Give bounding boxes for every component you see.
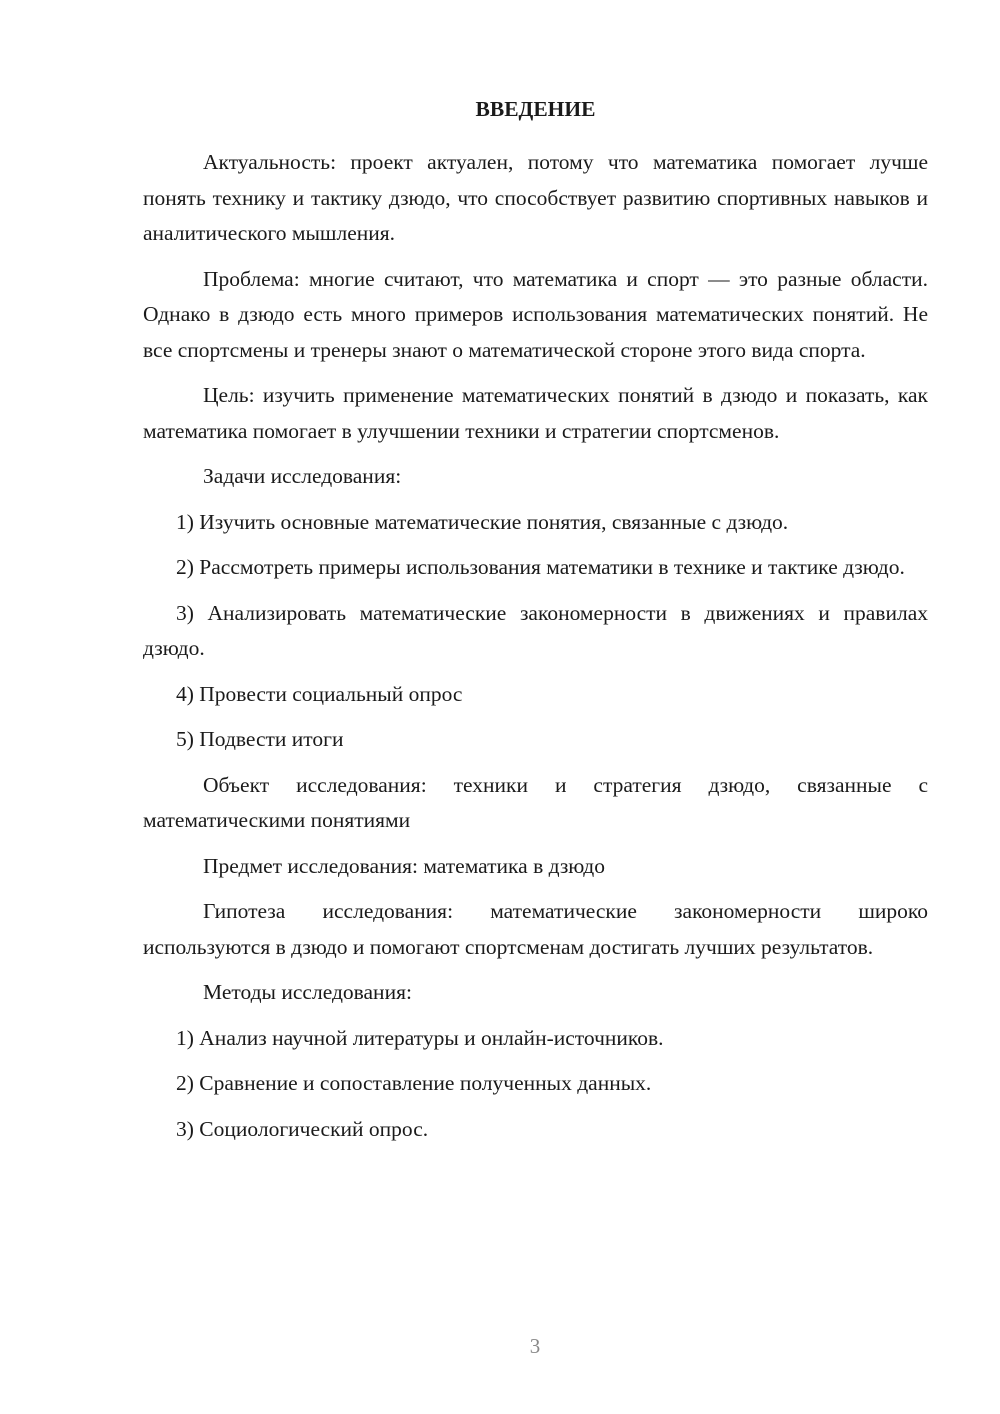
relevance-paragraph: Актуальность: проект актуален, потому что математика помогает лучше понять технику и тактику дзюдо, что способствует развитию спортивных навыков и аналитического мышления. (143, 150, 928, 245)
task-item-3: 3) Анализировать математические закономерности в движениях и правилах дзюдо. (143, 600, 928, 660)
method-item-1: 1) Анализ научной литературы и онлайн-источников. (176, 1025, 664, 1050)
subject-paragraph: Предмет исследования: математика в дзюдо (203, 853, 605, 878)
section-title: ВВЕДЕНИЕ (475, 97, 596, 121)
tasks-heading: Задачи исследования: (203, 464, 402, 488)
method-item-3: 3) Социологический опрос. (176, 1116, 429, 1141)
problem-paragraph: Проблема: многие считают, что математика и спорт — это разные области. Однако в дзюдо есть много примеров использования математических понятий. Не все спортсмены и тренеры знают о математической стороне этого вида спорта. (143, 266, 928, 362)
goal-paragraph: Цель: изучить применение математических понятий в дзюдо и показать, как математика помогает в улучшении техники и стратегии спортсменов. (143, 383, 928, 443)
task-item-4: 4) Провести социальный опрос (176, 681, 463, 706)
object-paragraph: Объект исследования: техники и стратегия дзюдо, связанные с математическими понятиями (143, 772, 928, 832)
task-item-2: 2) Рассмотреть примеры использования математики в технике и тактике дзюдо. (176, 555, 905, 579)
methods-heading: Методы исследования: (203, 980, 412, 1004)
hypothesis-paragraph: Гипотеза исследования: математические закономерности широко используются в дзюдо и помогают спортсменам достигать лучших результатов. (143, 899, 928, 959)
method-item-2: 2) Сравнение и сопоставление полученных данных. (176, 1071, 652, 1095)
task-item-5: 5) Подвести итоги (176, 727, 344, 751)
document-page (143, 92, 928, 1157)
task-item-1: 1) Изучить основные математические понятия, связанные с дзюдо. (176, 509, 789, 534)
page-number: 3 (529, 1334, 541, 1358)
